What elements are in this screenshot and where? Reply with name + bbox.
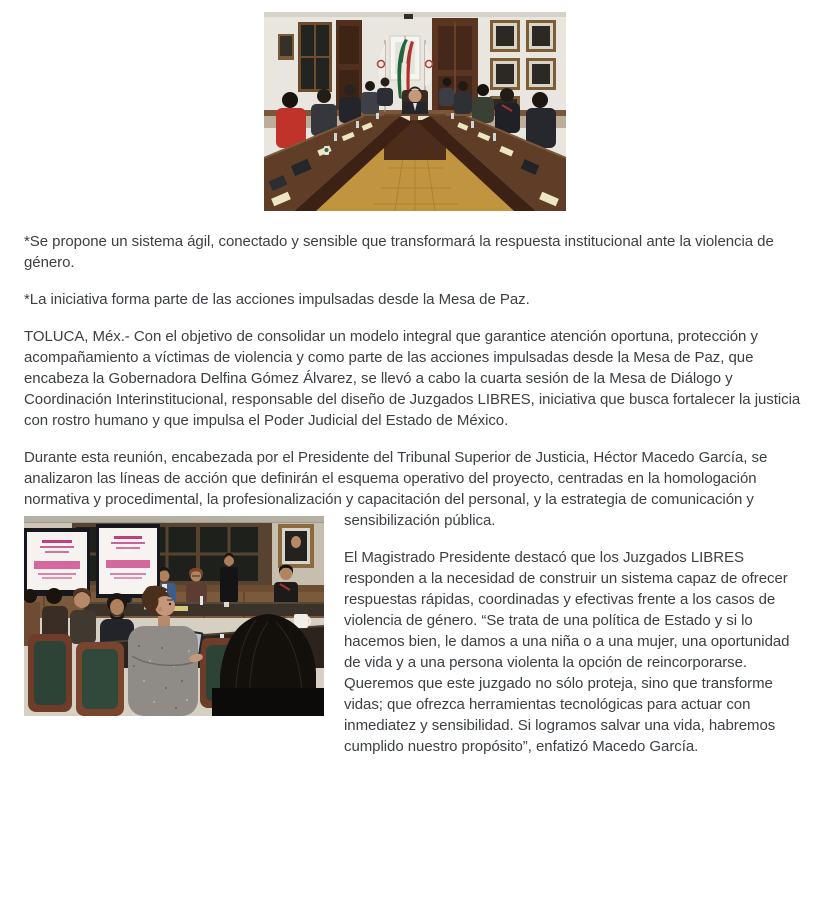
paragraph-durante-text: Durante esta reunión, encabezada por el Presidente del Tribunal Superior de Justicia, Héctor Macedo García, se analizaron las líneas de acción que definirán el esquema operativo del proyecto, centradas en la homologación normativa y procedimental, la profesionalización y capacitación del personal, y la estrategia de comunicación y — [24, 449, 768, 508]
meeting-room-photo-graphic — [264, 12, 566, 211]
paragraph-magistrado: El Magistrado Presidente destacó que los Juzgados LIBRES responden a la necesidad de construir un sistema capaz de ofrecer respuestas rápidas, coordinadas y efectivas frente a los casos de violencia de género. “Se trata de una política de Estado y si lo hacemos bien, le damos a una niña o a una mujer, una oportunidad de vida y a una persona violenta la opción de reincorporarse. Queremos que este juzgado no sólo proteja, sino que transforme vidas; que ofrezca herramientas tecnológicas para actuar con inmediatez y sensibilidad. Si logramos salvar una vida, habremos cumplido nuestro propósito”, enfatizó Macedo García. — [344, 549, 790, 755]
paragraph-durante-wrapped-text: sensibilización pública. — [344, 512, 496, 529]
article-photo-top — [264, 12, 566, 211]
paragraph-toluca: TOLUCA, Méx.- Con el objetivo de consolidar un modelo integral que garantice atención oportuna, protección y acompañamiento a víctimas de violencia y como parte de las acciones impulsadas desde la Mesa de Paz, que encabeza la Gobernadora Delfina Gómez Álvarez, se llevó a cabo la cuarta sesión de la Mesa de Diálogo y Coordinación Interinstitucional, responsable del diseño de Juzgados LIBRES, iniciativa que busca fortalecer la justicia con rostro humano y que impulsa el Poder Judicial del Estado de México. — [24, 328, 801, 429]
article-body — [0, 12, 830, 773]
meeting-attendees-photo-graphic — [24, 516, 324, 716]
lead-paragraph-2: *La iniciativa forma parte de las acciones impulsadas desde la Mesa de Paz. — [24, 291, 530, 308]
lead-paragraph-1: *Se propone un sistema ágil, conectado y sensible que transformará la respuesta institucional ante la violencia de género. — [24, 233, 774, 271]
paragraph-durante — [24, 447, 806, 531]
article-photo-inline — [24, 516, 324, 716]
